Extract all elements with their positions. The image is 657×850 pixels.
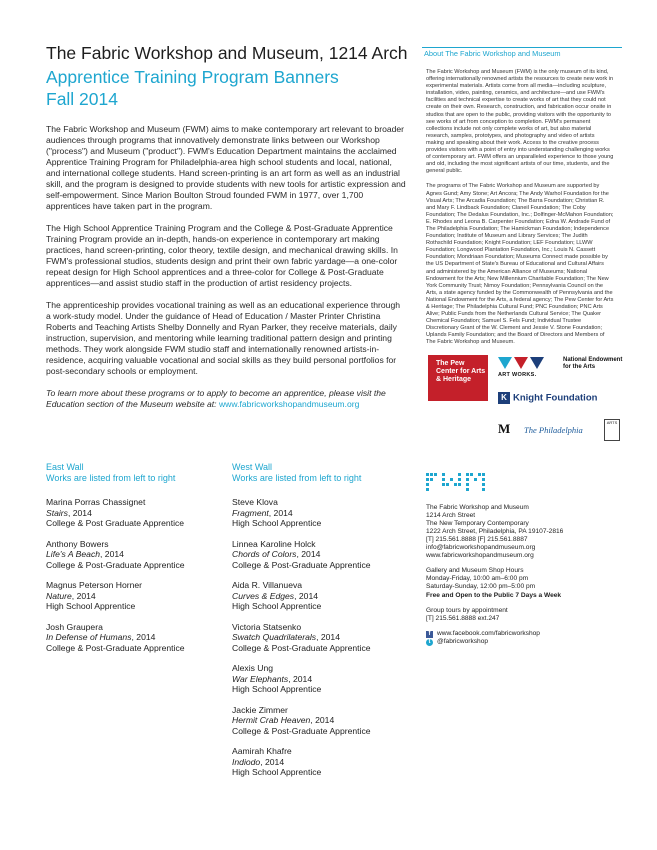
intro-paragraph: The Fabric Workshop and Museum (FWM) aims to make contemporary art relevant to broader audiences through programs that innovatively demonstrate links between our Workshop ("process") and Museum ("product"). FWM's Education Department maintains the acclaimed Apprentice Training Program for Philadelphia-area high school students and local, national, and international college students. Hand screen-printing is an art form as well as an industrial skill, and the program is designed to provide students with new tools for artistic expression and self-empowerment. Since Marion Boulton Stroud founded FWM in 1977, over 1,700 apprentices have taken part in the program. [46,124,406,211]
knight-foundation-logo [498,392,622,408]
apprentice-level: College & Post-Graduate Apprentice [232,725,371,736]
museum-m-logo: M [498,420,511,436]
triangle-icon [498,357,512,369]
apprenticeship-paragraph: The apprenticeship provides vocational training as well as an educational experience through a work-study model. Under the guidance of Head of Education / Master Printer Christina Roberts and Teaching Artists Shelby Donnelly and Ryan Parker, they receive materials, daily instruction, supervision, and mentoring while learning traditional pattern design and printing methods. They work alongside FWM studio staff and internationally renowned artists-in-residence, acquiring valuable vocational and social skills as they build personal portfolios for post-secondary schools or employment. [46,300,400,376]
list-item [46,497,221,529]
work-title: Life's A Beach [46,549,101,559]
work-year: , 2014 [268,507,293,518]
work-year: , 2014 [260,756,285,767]
work-year: , 2014 [131,632,156,642]
address-line-1: 1214 Arch Street [426,511,476,519]
web-link[interactable]: www.fabricworkshopandmuseum.org [426,552,534,560]
west-wall-heading: West Wall [232,462,273,472]
artist-name: Linnea Karoline Holck [232,538,316,549]
work-year: , 2014 [288,673,313,684]
address-line-2: 1222 Arch Street, Philadelphia, PA 19107-2816 [426,527,564,535]
twitter-icon: t [426,639,433,646]
org-name-2: The New Temporary Contemporary [426,519,529,527]
work-year: , 2014 [100,549,124,559]
arts-council-logo: ARTS [604,419,620,441]
list-item [232,663,407,695]
work-title: Hermit Crab Heaven [232,715,311,725]
fwm-logo [426,471,506,499]
hours-weekday: Monday-Friday, 10:00 am–6:00 pm [426,575,529,583]
artist-name: Steve Klova [232,497,278,507]
work-year: , 2014 [296,549,321,559]
list-item [232,705,407,737]
triangle-icon [514,357,528,369]
west-wall-list [232,462,407,788]
artist-name: Aamirah Khafre [232,746,292,756]
sidebar-rule [422,47,622,48]
org-name: The Fabric Workshop and Museum [426,503,529,511]
phone-fax: [T] 215.561.8888 [F] 215.561.8887 [426,535,528,543]
work-title: Curves & Edges [232,590,295,601]
artist-name: Magnus Peterson Horner [46,580,143,590]
work-title: Nature [46,590,72,601]
sidebar [422,47,622,647]
spacer [426,600,622,607]
work-year: , 2014 [67,507,92,518]
artist-name: Josh Graupera [46,621,103,632]
sidebar-heading: About The Fabric Workshop and Museum [424,49,561,58]
work-title: War Elephants [232,673,289,684]
group-tours: Group tours by appointment [426,606,508,614]
list-item [46,580,221,612]
learn-more-text [46,388,406,410]
knight-k-icon: K [498,392,510,404]
website-link[interactable]: www.fabricworkshopandmuseum.org [218,399,360,409]
program-title: Apprentice Training Program Banners [46,67,339,87]
artist-name: Jackie Zimmer [232,704,288,715]
free-admission: Free and Open to the Public 7 Days a Week [426,591,562,599]
apprentice-level: High School Apprentice [232,601,322,611]
work-title: Chords of Colors [232,549,297,559]
list-item [46,539,221,571]
programs-paragraph: The High School Apprentice Training Program and the College & Post-Graduate Apprentice Training Program provide an in-depth, hands-on experience in contemporary art making practices, hand screen-printing, color theory, textile design, and mechanical drawing skills. In FWM's professional studios, students design and print their own fabric yardage—a one-color repeat design for High School apprentices and a three-color for College & Post-Graduate apprentices—and assist studio staff in the production of artist residency projects. [46,223,398,288]
apprentice-level: College & Post-Graduate Apprentice [232,642,371,653]
tours-phone: [T] 215.561.8888 ext.247 [426,614,500,622]
artist-name: Aida R. Villanueva [232,580,303,590]
apprentice-level: High School Apprentice [232,518,322,528]
knight-label: Knight Foundation [513,392,598,404]
work-title: Stairs [46,507,68,518]
twitter-link[interactable]: @fabricworkshop [437,638,489,646]
nea-logo: National Endowment for the Arts [563,356,623,370]
work-year: , 2014 [310,715,335,725]
apprentice-level: College & Post-Graduate Apprentice [232,559,371,570]
work-title: Indiodo [232,756,261,767]
artist-name: Victoria Statsenko [232,621,302,632]
sponsor-logos [426,355,622,455]
contact-info [426,504,622,630]
hours-weekend: Saturday-Sunday, 12:00 pm–5:00 pm [426,583,536,591]
list-item [232,539,407,571]
apprentice-level: High School Apprentice [46,601,136,611]
work-year: , 2014 [316,632,340,642]
facebook-icon: f [426,631,433,638]
spacer [426,560,622,567]
art-works-logo [498,357,558,383]
artist-name: Alexis Ung [232,663,274,673]
east-wall-subheading: Works are listed from left to right [46,473,176,483]
work-title: Swatch Quadrilaterals [232,632,317,642]
spacer [426,623,622,630]
hours-title: Gallery and Museum Shop Hours [426,567,524,575]
east-wall-heading: East Wall [46,462,84,472]
list-item [232,622,407,654]
art-works-label: ART WORKS. [498,371,537,378]
apprentice-level: College & Post Graduate Apprentice [46,518,185,528]
facebook-link[interactable]: www.facebook.com/fabricworkshop [437,629,540,637]
list-item [232,746,407,778]
apprentice-level: High School Apprentice [232,684,322,694]
apprentice-level: High School Apprentice [232,767,322,777]
season-title: Fall 2014 [46,89,118,109]
triangle-icon [530,357,544,369]
artist-name: Anthony Bowers [46,538,109,549]
apprentice-level: College & Post-Graduate Apprentice [46,559,185,570]
learn-more-sentence: To learn more about these programs or to apply to become an apprentice, please visit the Education section of the Museum website at: [46,388,386,409]
facebook-row[interactable] [426,630,622,639]
supporters-paragraph: The programs of The Fabric Workshop and Museum are supported by Agnes Gund; Amy Stone; Art Ancora; The Andy Warhol Foundation for the Visual Arts; The Arcadia Foundation; The Barra Foundation; Christian R. and Mary F. Lindback Foundation; Claneil Foundation; The Coby Foundation; The Dedalus Foundation, Inc.; Dolfinger-McMahon Foundation; E. Rhodes and Leona B. Carpenter Foundation; Edna W. Andrade Fund of The Philadelphia Foundation; The Hamickman Foundation; Independence Foundation; Institute of Museum and Library Services; The Judith Rothschild Foundation; Knight Foundation; LEF Foundation; LLWW Foundation; Longwood Plantation Foundation, Inc.; Louis N. Cassett Foundation; Mondriaan Foundation; Museums Connect made possible by the US Department of State's Bureau of Educational and Cultural Affairs and administered by the American Alliance of Museums; National Endowment for the Arts; New Millennium Charitable Foundation; The New York Community Trust; Nimoy Foundation; Pennsylvania Council on the Arts, a state agency funded by the Commonwealth of Pennsylvania and the National Endowment for the Arts, a federal agency; The Pew Center for Arts & Heritage; The Philadelphia Cultural Fund; PNC Foundation; PNC Arts Alive; Public Funds from the Netherlands Cultural Service; The Quaker Chemical Foundation; Samuel S. Fels Fund; Individual Trustee Discretionary Grant of the W. Clement and Jessie V. Stone Foundation; Uplands Family Foundation; and the Board of Directors and Members of The Fabric Workshop and Museum. [426,183,614,346]
email-link[interactable]: info@fabricworkshopandmuseum.org [426,544,536,552]
org-title: The Fabric Workshop and Museum, 1214 Arch [46,43,408,63]
west-wall-subheading: Works are listed from left to right [232,473,362,483]
work-title: In Defense of Humans [46,632,132,642]
twitter-row[interactable] [426,638,622,647]
work-title: Fragment [232,507,269,518]
artist-name: Marina Porras Chassignet [46,497,146,507]
east-wall-list [46,462,221,663]
apprentice-level: College & Post-Graduate Apprentice [46,642,185,653]
main-column [46,42,406,410]
work-year: , 2014 [71,590,96,601]
work-year: , 2014 [294,590,319,601]
list-item [232,497,407,529]
about-paragraph: The Fabric Workshop and Museum (FWM) is the only museum of its kind, offering internationally renowned artists the resources to create new work in experimental materials. Artists come from all media—including sculpture, installation, video, painting, ceramics, and architecture—and use FWM's facilities and technical expertise to create works of art that they could not create on their own. Research, construction, and fabrication occur onsite in studios that are open to the public, providing visitors with the opportunity to see works of art from conception to completion. FWM's permanent collections include not only complete works of art, but also material research, samples, prototypes, and photography and video of artists making and speaking about their work. Access to the creative process provides visitors with a point of entry into understanding challenging works of contemporary art. FWM offers an unparalleled experience to those young and old, including the most significant artists of our time, students, and the general public. [426,69,614,175]
philadelphia-logo: The Philadelphia [524,424,583,435]
list-item [232,580,407,612]
pew-center-logo: The Pew Center for Arts & Heritage [428,355,488,401]
list-item [46,622,221,654]
